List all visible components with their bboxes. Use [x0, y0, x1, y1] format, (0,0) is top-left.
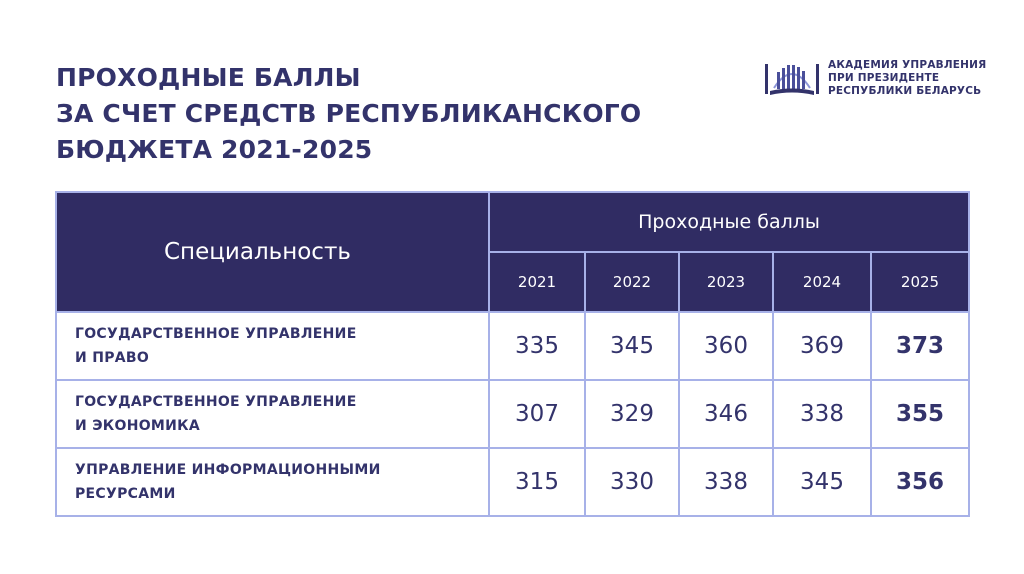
- score-cell: 369: [773, 312, 871, 380]
- specialty-name-line-1: УПРАВЛЕНИЕ ИНФОРМАЦИОННЫМИ: [75, 462, 381, 478]
- title-line-1: ПРОХОДНЫЕ БАЛЛЫ: [56, 63, 361, 92]
- specialty-name: [56, 448, 489, 516]
- header-year-2021: 2021: [489, 252, 585, 312]
- academy-name: [828, 59, 986, 98]
- specialty-name-line-2: РЕСУРСАМИ: [75, 486, 176, 502]
- table-row: [56, 448, 969, 516]
- score-cell-latest: 356: [871, 448, 969, 516]
- score-cell: 329: [585, 380, 679, 448]
- score-cell: 338: [773, 380, 871, 448]
- academy-logo: [764, 58, 986, 98]
- header-passing-scores: Проходные баллы: [489, 192, 969, 252]
- score-cell-latest: 373: [871, 312, 969, 380]
- page-title: [56, 60, 641, 168]
- passing-scores-table: [55, 191, 970, 517]
- score-cell-latest: 355: [871, 380, 969, 448]
- table-row: [56, 312, 969, 380]
- logo-line-3: РЕСПУБЛИКИ БЕЛАРУСЬ: [828, 84, 982, 97]
- header-year-2025: 2025: [871, 252, 969, 312]
- logo-line-2: ПРИ ПРЕЗИДЕНТЕ: [828, 71, 940, 84]
- score-cell: 330: [585, 448, 679, 516]
- specialty-name: [56, 312, 489, 380]
- table-row: [56, 380, 969, 448]
- header-specialty: Специальность: [56, 192, 489, 312]
- title-line-3: БЮДЖЕТА 2021-2025: [56, 135, 373, 164]
- score-cell: 338: [679, 448, 773, 516]
- header-year-2024: 2024: [773, 252, 871, 312]
- score-cell: 335: [489, 312, 585, 380]
- header-year-2023: 2023: [679, 252, 773, 312]
- specialty-name-line-1: ГОСУДАРСТВЕННОЕ УПРАВЛЕНИЕ: [75, 326, 357, 342]
- academy-emblem-icon: [764, 58, 820, 98]
- specialty-name-line-2: И ПРАВО: [75, 350, 150, 366]
- header-year-2022: 2022: [585, 252, 679, 312]
- title-line-2: ЗА СЧЕТ СРЕДСТВ РЕСПУБЛИКАНСКОГО: [56, 99, 642, 128]
- score-cell: 315: [489, 448, 585, 516]
- specialty-name-line-1: ГОСУДАРСТВЕННОЕ УПРАВЛЕНИЕ: [75, 394, 357, 410]
- score-cell: 346: [679, 380, 773, 448]
- logo-line-1: АКАДЕМИЯ УПРАВЛЕНИЯ: [828, 58, 987, 71]
- score-cell: 307: [489, 380, 585, 448]
- score-cell: 345: [585, 312, 679, 380]
- score-cell: 360: [679, 312, 773, 380]
- score-cell: 345: [773, 448, 871, 516]
- specialty-name-line-2: И ЭКОНОМИКА: [75, 418, 201, 434]
- specialty-name: [56, 380, 489, 448]
